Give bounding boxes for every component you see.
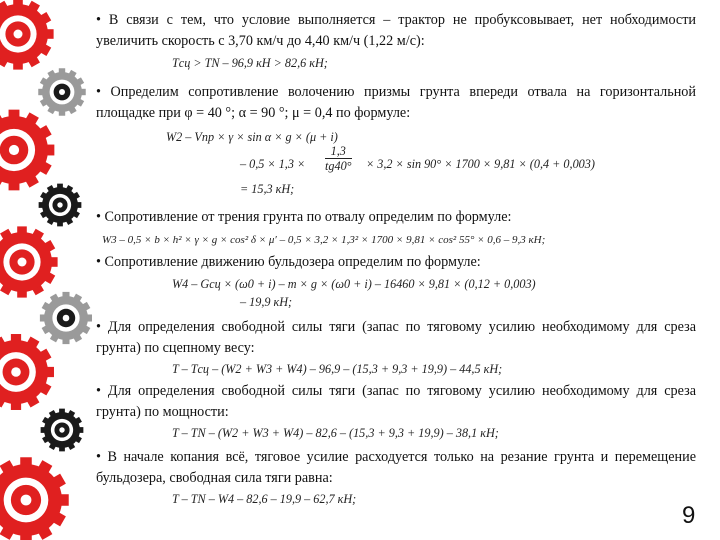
gear-icon	[0, 457, 69, 540]
gear-icon	[41, 409, 84, 452]
fraction-denominator: tg40°	[325, 159, 352, 173]
formula-2-line2-prefix: – 0,5 × 1,3 ×	[240, 157, 306, 171]
formula-6: T – TN – (W2 + W3 + W4) – 82,6 – (15,3 + 9,3 + 19,9) – 38,1 кН;	[172, 426, 499, 440]
paragraph-5: • Для определения свободной силы тяги (запас по тяговому усилию необходимому для среза грунта) по сцепному весу:	[96, 319, 696, 356]
formula-7: T – TN – W4 – 82,6 – 19,9 – 62,7 кН;	[172, 492, 357, 506]
gear-icon	[0, 0, 54, 70]
gear-icon	[0, 226, 58, 297]
paragraph-2: • Определим сопротивление волочению призмы грунта впереди отвала на горизонтальной площадке при φ = 40 °; α = 90 °; μ = 0,4 по формуле:	[96, 84, 696, 121]
paragraph-4: • Сопротивление движению бульдозера определим по формуле:	[96, 254, 481, 270]
decorative-gears-strip	[0, 0, 92, 540]
formula-1: Tсц > TN – 96,9 кН > 82,6 кН;	[172, 56, 328, 70]
fraction-numerator: 1,3	[325, 144, 352, 159]
paragraph-7: • В начале копания всё, тяговое усилие расходуется только на резание грунта и перемещение бульдозера, свободная сила тяги равна:	[96, 449, 696, 486]
formula-3: W3 – 0,5 × b × h² × γ × g × cos² δ × μ′ – 0,5 × 3,2 × 1,3² × 1700 × 9,81 × cos² 55° × 0,6 – 9,3 кН;	[102, 234, 546, 246]
paragraph-3: • Сопротивление от трения грунта по отвалу определим по формуле:	[96, 209, 512, 225]
formula-2-line3: = 15,3 кН;	[240, 182, 295, 196]
slide-number: 9	[682, 502, 696, 529]
gear-icon	[0, 334, 54, 410]
formula-2-fraction	[325, 144, 352, 173]
formula-2-line2-suffix: × 3,2 × sin 90° × 1700 × 9,81 × (0,4 + 0,003)	[366, 157, 595, 171]
formula-4-line2: – 19,9 кН;	[240, 295, 293, 309]
gear-icon	[40, 292, 92, 344]
formula-5: T – Tсц – (W2 + W3 + W4) – 96,9 – (15,3 + 9,3 + 19,9) – 44,5 кН;	[172, 362, 503, 376]
gear-icon	[38, 68, 85, 115]
gear-icon	[0, 110, 54, 191]
formula-4-line1: W4 – Gсц × (ω0 + i) – m × g × (ω0 + i) – 16460 × 9,81 × (0,12 + 0,003)	[172, 277, 536, 291]
gear-icon	[39, 184, 82, 227]
formula-2-line1: W2 – Vпр × γ × sin α × g × (μ + i)	[166, 130, 338, 144]
paragraph-1: • В связи с тем, что условие выполняется – трактор не пробуксовывает, нет нобходимости увеличить скорость с 3,70 км/ч до 4,40 км/ч (1,22 м/с):	[96, 12, 696, 49]
paragraph-6: • Для определения свободной силы тяги (запас по тяговому усилию необходимому для среза грунта) по мощности:	[96, 383, 696, 420]
